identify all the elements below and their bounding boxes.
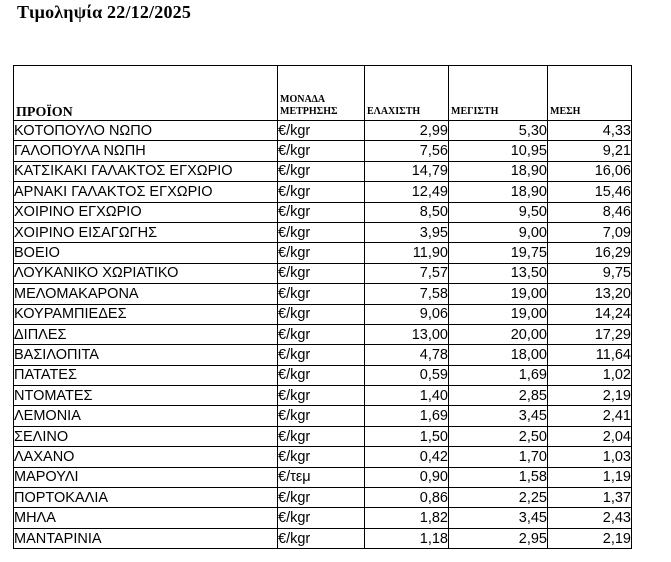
min-price-cell: 0,42 bbox=[365, 447, 449, 467]
product-name-cell: ΔΙΠΛΕΣ bbox=[14, 324, 278, 344]
unit-cell: €/kgr bbox=[278, 508, 365, 528]
unit-cell: €/kgr bbox=[278, 263, 365, 283]
table-row bbox=[14, 528, 632, 548]
max-price-cell: 19,00 bbox=[449, 284, 548, 304]
header-unit bbox=[278, 66, 365, 121]
avg-price-cell: 2,41 bbox=[548, 406, 632, 426]
max-price-cell: 9,00 bbox=[449, 222, 548, 242]
table-row bbox=[14, 324, 632, 344]
unit-cell: €/kgr bbox=[278, 202, 365, 222]
table-row bbox=[14, 304, 632, 324]
unit-cell: €/kgr bbox=[278, 386, 365, 406]
table-row bbox=[14, 141, 632, 161]
unit-cell: €/τεμ bbox=[278, 467, 365, 487]
table-body bbox=[14, 121, 632, 549]
avg-price-cell: 9,75 bbox=[548, 263, 632, 283]
avg-price-cell: 7,09 bbox=[548, 222, 632, 242]
table-row bbox=[14, 121, 632, 141]
max-price-cell: 10,95 bbox=[449, 141, 548, 161]
header-avg: ΜΕΣΗ bbox=[548, 66, 632, 121]
header-min: ΕΛΑΧΙΣΤΗ bbox=[365, 66, 449, 121]
unit-cell: €/kgr bbox=[278, 243, 365, 263]
min-price-cell: 1,18 bbox=[365, 528, 449, 548]
max-price-cell: 1,70 bbox=[449, 447, 548, 467]
max-price-cell: 1,69 bbox=[449, 365, 548, 385]
avg-price-cell: 2,43 bbox=[548, 508, 632, 528]
product-name-cell: ΜΑΝΤΑΡΙΝΙΑ bbox=[14, 528, 278, 548]
min-price-cell: 1,40 bbox=[365, 386, 449, 406]
avg-price-cell: 2,19 bbox=[548, 528, 632, 548]
table-row bbox=[14, 263, 632, 283]
unit-cell: €/kgr bbox=[278, 488, 365, 508]
table-row bbox=[14, 284, 632, 304]
min-price-cell: 3,95 bbox=[365, 222, 449, 242]
min-price-cell: 1,50 bbox=[365, 426, 449, 446]
min-price-cell: 13,00 bbox=[365, 324, 449, 344]
avg-price-cell: 16,06 bbox=[548, 161, 632, 181]
avg-price-cell: 4,33 bbox=[548, 121, 632, 141]
min-price-cell: 1,69 bbox=[365, 406, 449, 426]
avg-price-cell: 1,02 bbox=[548, 365, 632, 385]
table-row bbox=[14, 467, 632, 487]
max-price-cell: 2,50 bbox=[449, 426, 548, 446]
table-row bbox=[14, 447, 632, 467]
table-row bbox=[14, 365, 632, 385]
avg-price-cell: 15,46 bbox=[548, 182, 632, 202]
product-name-cell: ΛΑΧΑΝΟ bbox=[14, 447, 278, 467]
avg-price-cell: 1,37 bbox=[548, 488, 632, 508]
max-price-cell: 2,85 bbox=[449, 386, 548, 406]
min-price-cell: 1,82 bbox=[365, 508, 449, 528]
min-price-cell: 14,79 bbox=[365, 161, 449, 181]
product-name-cell: ΚΟΤΟΠΟΥΛΟ ΝΩΠΟ bbox=[14, 121, 278, 141]
unit-cell: €/kgr bbox=[278, 121, 365, 141]
max-price-cell: 13,50 bbox=[449, 263, 548, 283]
unit-cell: €/kgr bbox=[278, 182, 365, 202]
max-price-cell: 19,00 bbox=[449, 304, 548, 324]
product-name-cell: ΠΑΤΑΤΕΣ bbox=[14, 365, 278, 385]
avg-price-cell: 8,46 bbox=[548, 202, 632, 222]
product-name-cell: ΛΕΜΟΝΙΑ bbox=[14, 406, 278, 426]
max-price-cell: 3,45 bbox=[449, 508, 548, 528]
table-row bbox=[14, 202, 632, 222]
avg-price-cell: 16,29 bbox=[548, 243, 632, 263]
product-name-cell: ΜΗΛΑ bbox=[14, 508, 278, 528]
table-row bbox=[14, 488, 632, 508]
product-name-cell: ΜΑΡΟΥΛΙ bbox=[14, 467, 278, 487]
table-row bbox=[14, 406, 632, 426]
table-row bbox=[14, 182, 632, 202]
product-name-cell: ΣΕΛΙΝΟ bbox=[14, 426, 278, 446]
unit-cell: €/kgr bbox=[278, 324, 365, 344]
min-price-cell: 8,50 bbox=[365, 202, 449, 222]
avg-price-cell: 2,04 bbox=[548, 426, 632, 446]
header-max: ΜΕΓΙΣΤΗ bbox=[449, 66, 548, 121]
unit-cell: €/kgr bbox=[278, 447, 365, 467]
avg-price-cell: 11,64 bbox=[548, 345, 632, 365]
max-price-cell: 5,30 bbox=[449, 121, 548, 141]
max-price-cell: 2,95 bbox=[449, 528, 548, 548]
table-row bbox=[14, 508, 632, 528]
avg-price-cell: 1,03 bbox=[548, 447, 632, 467]
unit-cell: €/kgr bbox=[278, 284, 365, 304]
unit-cell: €/kgr bbox=[278, 304, 365, 324]
page-title: Τιμοληψία 22/12/2025 bbox=[17, 2, 192, 22]
product-name-cell: ΧΟΙΡΙΝΟ ΕΓΧΩΡΙΟ bbox=[14, 202, 278, 222]
max-price-cell: 18,90 bbox=[449, 161, 548, 181]
min-price-cell: 11,90 bbox=[365, 243, 449, 263]
product-name-cell: ΒΑΣΙΛΟΠΙΤΑ bbox=[14, 345, 278, 365]
table-row bbox=[14, 386, 632, 406]
min-price-cell: 12,49 bbox=[365, 182, 449, 202]
max-price-cell: 3,45 bbox=[449, 406, 548, 426]
min-price-cell: 7,58 bbox=[365, 284, 449, 304]
min-price-cell: 7,57 bbox=[365, 263, 449, 283]
product-name-cell: ΚΟΥΡΑΜΠΙΕΔΕΣ bbox=[14, 304, 278, 324]
product-name-cell: ΓΑΛΟΠΟΥΛΑ ΝΩΠΗ bbox=[14, 141, 278, 161]
min-price-cell: 0,86 bbox=[365, 488, 449, 508]
max-price-cell: 2,25 bbox=[449, 488, 548, 508]
product-name-cell: ΝΤΟΜΑΤΕΣ bbox=[14, 386, 278, 406]
max-price-cell: 18,90 bbox=[449, 182, 548, 202]
avg-price-cell: 1,19 bbox=[548, 467, 632, 487]
price-table bbox=[13, 65, 632, 549]
min-price-cell: 4,78 bbox=[365, 345, 449, 365]
unit-cell: €/kgr bbox=[278, 406, 365, 426]
avg-price-cell: 17,29 bbox=[548, 324, 632, 344]
table-row bbox=[14, 161, 632, 181]
max-price-cell: 1,58 bbox=[449, 467, 548, 487]
unit-cell: €/kgr bbox=[278, 528, 365, 548]
avg-price-cell: 13,20 bbox=[548, 284, 632, 304]
min-price-cell: 2,99 bbox=[365, 121, 449, 141]
unit-cell: €/kgr bbox=[278, 426, 365, 446]
avg-price-cell: 9,21 bbox=[548, 141, 632, 161]
unit-cell: €/kgr bbox=[278, 141, 365, 161]
max-price-cell: 18,00 bbox=[449, 345, 548, 365]
min-price-cell: 7,56 bbox=[365, 141, 449, 161]
product-name-cell: ΛΟΥΚΑΝΙΚΟ ΧΩΡΙΑΤΙΚΟ bbox=[14, 263, 278, 283]
avg-price-cell: 2,19 bbox=[548, 386, 632, 406]
header-unit-line1: ΜΟΝΑΔΑ bbox=[280, 94, 326, 105]
table-row bbox=[14, 222, 632, 242]
header-unit-line2: ΜΕΤΡΗΣΗΣ bbox=[280, 106, 338, 117]
max-price-cell: 20,00 bbox=[449, 324, 548, 344]
header-product: ΠΡΟΪΟΝ bbox=[14, 66, 278, 121]
product-name-cell: ΜΕΛΟΜΑΚΑΡΟΝΑ bbox=[14, 284, 278, 304]
product-name-cell: ΧΟΙΡΙΝΟ ΕΙΣΑΓΩΓΗΣ bbox=[14, 222, 278, 242]
unit-cell: €/kgr bbox=[278, 365, 365, 385]
unit-cell: €/kgr bbox=[278, 161, 365, 181]
min-price-cell: 0,59 bbox=[365, 365, 449, 385]
product-name-cell: ΚΑΤΣΙΚΑΚΙ ΓΑΛΑΚΤΟΣ ΕΓΧΩΡΙΟ bbox=[14, 161, 278, 181]
min-price-cell: 9,06 bbox=[365, 304, 449, 324]
avg-price-cell: 14,24 bbox=[548, 304, 632, 324]
table-header-row bbox=[14, 66, 632, 121]
min-price-cell: 0,90 bbox=[365, 467, 449, 487]
table-row bbox=[14, 243, 632, 263]
product-name-cell: ΑΡΝΑΚΙ ΓΑΛΑΚΤΟΣ ΕΓΧΩΡΙΟ bbox=[14, 182, 278, 202]
unit-cell: €/kgr bbox=[278, 222, 365, 242]
unit-cell: €/kgr bbox=[278, 345, 365, 365]
product-name-cell: ΒΟΕΙΟ bbox=[14, 243, 278, 263]
table-row bbox=[14, 426, 632, 446]
max-price-cell: 9,50 bbox=[449, 202, 548, 222]
product-name-cell: ΠΟΡΤΟΚΑΛΙΑ bbox=[14, 488, 278, 508]
table-row bbox=[14, 345, 632, 365]
max-price-cell: 19,75 bbox=[449, 243, 548, 263]
